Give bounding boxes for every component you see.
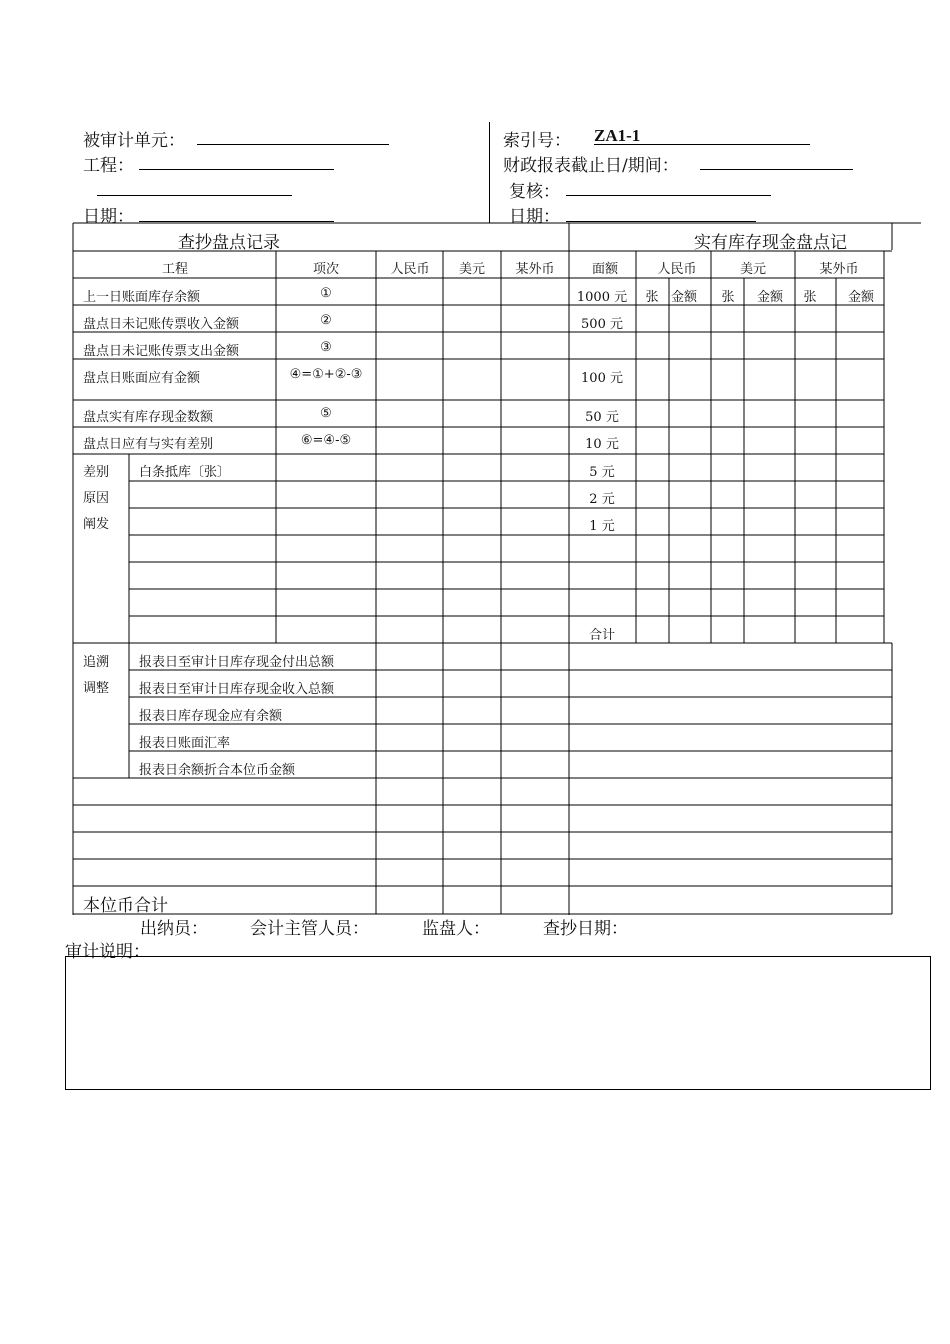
denom-cell: 500 元 bbox=[581, 317, 623, 332]
row-item: 盘点日未记账传票支出金额 bbox=[83, 344, 240, 359]
trace-item: 报表日账面汇率 bbox=[139, 736, 231, 751]
denom-cell: 1000 元 bbox=[576, 290, 628, 305]
project-label: 工程： bbox=[83, 156, 134, 176]
sub-col-count: 张 bbox=[721, 290, 735, 305]
col-rmb: 人民币 bbox=[390, 262, 430, 277]
row-code: ① bbox=[320, 286, 332, 301]
denom-cell: 100 元 bbox=[581, 371, 623, 386]
row-code: ⑥=④-⑤ bbox=[300, 433, 352, 448]
sub-col-amount: 金额 bbox=[847, 290, 875, 305]
sub-col-amount: 金额 bbox=[756, 290, 784, 305]
index-value: ZA1-1 bbox=[594, 126, 641, 145]
trace-label-2: 调整 bbox=[83, 681, 110, 696]
trace-item: 报表日余额折合本位币金额 bbox=[139, 763, 296, 778]
date-label: 日期： bbox=[83, 207, 134, 227]
index-label: 索引号： bbox=[503, 131, 571, 151]
row-item: 盘点日未记账传票收入金额 bbox=[83, 317, 240, 332]
review-label: 复核： bbox=[509, 182, 560, 202]
row-code: ⑤ bbox=[320, 406, 332, 421]
denom-cell: 2 元 bbox=[589, 492, 615, 507]
row-code: ③ bbox=[320, 340, 332, 355]
col-denomination: 面额 bbox=[591, 262, 619, 277]
diff-first-item: 白条抵库〔张〕 bbox=[139, 465, 231, 480]
col-code: 项次 bbox=[312, 262, 340, 277]
date-label-right: 日期： bbox=[509, 207, 560, 227]
col-usd-right: 美元 bbox=[739, 262, 767, 277]
sub-col-amount: 金额 bbox=[670, 290, 698, 305]
col-project: 工程 bbox=[161, 262, 189, 277]
left-table-title: 查抄盘点记录 bbox=[178, 233, 280, 253]
col-foreign: 某外币 bbox=[515, 262, 555, 277]
right-table-title: 实有库存现金盘点记 bbox=[694, 233, 847, 253]
monitor-label: 监盘人： bbox=[422, 919, 490, 939]
denom-cell: 1 元 bbox=[589, 519, 615, 534]
sub-col-count: 张 bbox=[803, 290, 817, 305]
row-code: ② bbox=[320, 313, 332, 328]
cashier-label: 出纳员： bbox=[140, 919, 208, 939]
row-item: 盘点日应有与实有差别 bbox=[83, 437, 214, 452]
diff-label-2: 原因 bbox=[83, 491, 110, 506]
denom-cell: 50 元 bbox=[585, 410, 619, 425]
trace-item: 报表日至审计日库存现金收入总额 bbox=[139, 682, 335, 697]
diff-label-1: 差别 bbox=[83, 465, 110, 480]
row-item: 盘点实有库存现金数额 bbox=[83, 410, 214, 425]
period-label: 财政报表截止日/期间： bbox=[503, 156, 679, 176]
check-date-label: 查抄日期： bbox=[543, 919, 628, 939]
row-item: 盘点日账面应有金额 bbox=[83, 371, 201, 386]
audit-note-label: 审计说明： bbox=[65, 942, 150, 962]
trace-label-1: 追溯 bbox=[83, 655, 110, 670]
col-rmb-right: 人民币 bbox=[657, 262, 697, 277]
total-label: 本位币合计 bbox=[83, 896, 168, 916]
trace-item: 报表日库存现金应有余额 bbox=[139, 709, 283, 724]
supervisor-label: 会计主管人员： bbox=[250, 919, 369, 939]
col-usd: 美元 bbox=[458, 262, 486, 277]
row-item: 上一日账面库存余额 bbox=[83, 290, 201, 305]
diff-label-3: 阐发 bbox=[83, 517, 110, 532]
denom-total: 合计 bbox=[588, 628, 616, 643]
trace-item: 报表日至审计日库存现金付出总额 bbox=[139, 655, 335, 670]
denom-cell: 5 元 bbox=[589, 465, 615, 480]
denom-cell: 10 元 bbox=[585, 437, 619, 452]
col-foreign-right: 某外币 bbox=[819, 262, 859, 277]
audited-unit-label: 被审计单元： bbox=[83, 131, 185, 151]
sub-col-count: 张 bbox=[645, 290, 659, 305]
row-code: ④=①+②-③ bbox=[289, 367, 363, 382]
audit-note-box[interactable] bbox=[65, 956, 931, 1090]
